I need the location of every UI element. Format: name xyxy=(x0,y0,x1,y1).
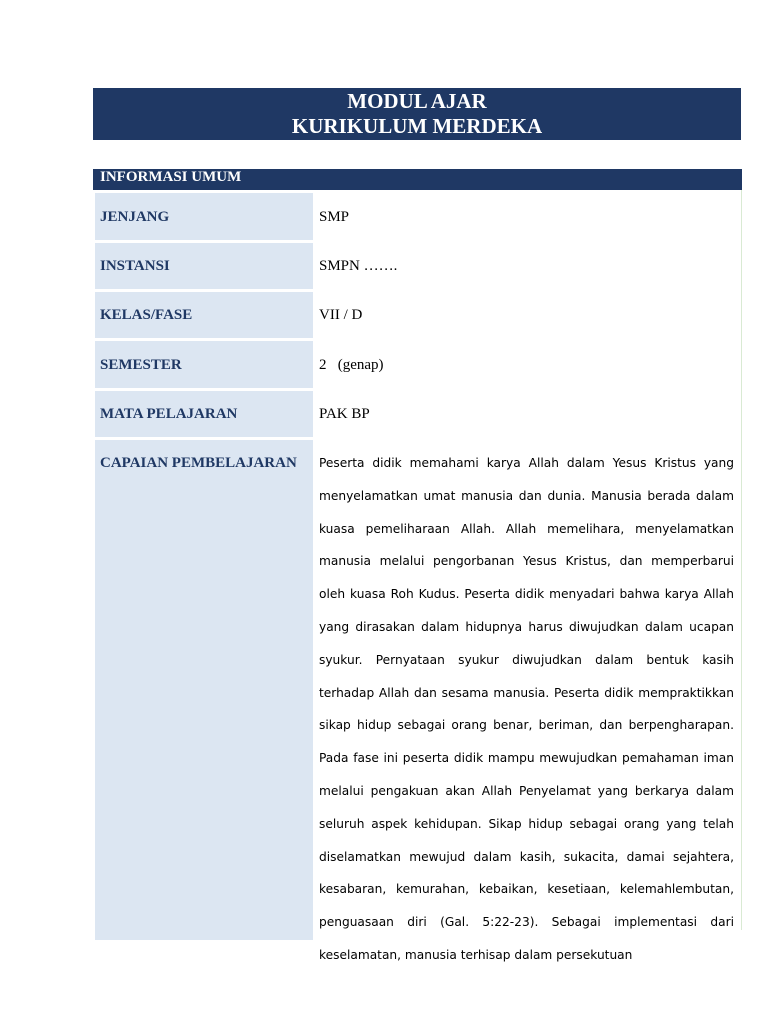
label-cell-instansi xyxy=(95,243,313,289)
capaian-pembelajaran-text: Peserta didik memahami karya Allah dalam Yesus Kristus yang menyelamatkan umat manusia dan dunia. Manusia berada dalam kuasa pemeliharaan Allah. Allah memelihara, menyelamatkan manusia melalui pengorbanan Yesus Kristus, dan memperbarui oleh kuasa Roh Kudus. Peserta didik menyadari bahwa karya Allah yang dirasakan dalam hidupnya harus diwujudkan dalam ucapan syukur. Pernyataan syukur diwujudkan dalam bentuk kasih terhadap Allah dan sesama manusia. Peserta didik mempraktikkan sikap hidup sebagai orang benar, beriman, dan berpengharapan. Pada fase ini peserta didik mampu mewujudkan pemahaman iman melalui pengakuan akan Allah Penyelamat yang berkarya dalam seluruh aspek kehidupan. Sikap hidup sebagai orang yang telah diselamatkan mewujud dalam kasih, sukacita, damai sejahtera, kesabaran, kemurahan, kebaikan, kesetiaan, kelemahlembutan, penguasaan diri (Gal. 5:22-23). Sebagai implementasi dari keselamatan, manusia terhisap dalam persekutuan xyxy=(319,456,734,962)
row-label: MATA PELAJARAN xyxy=(100,406,238,422)
row-value-kelas-fase: VII / D xyxy=(319,307,363,323)
row-value-semester: 2 (genap) xyxy=(319,357,384,373)
row-label: INSTANSI xyxy=(100,258,170,274)
row-label: SEMESTER xyxy=(100,357,182,373)
title-line-2: KURIKULUM MERDEKA xyxy=(291,114,543,138)
info-table xyxy=(93,190,742,962)
label-cell-jenjang xyxy=(95,193,313,240)
row-value-jenjang: SMP xyxy=(319,209,350,225)
table-right-border xyxy=(741,190,742,930)
label-cell-mata-pelajaran xyxy=(95,391,313,437)
section-header-informasi-umum: INFORMASI UMUM xyxy=(93,169,742,190)
row-label: JENJANG xyxy=(100,209,170,225)
label-cell-semester xyxy=(95,341,313,388)
label-cell-kelas-fase xyxy=(95,292,313,338)
title-line-1: MODUL AJAR xyxy=(347,89,487,113)
label-cell-capaian-pembelajaran xyxy=(95,440,313,940)
row-value-mata-pelajaran: PAK BP xyxy=(319,406,370,422)
document-title-banner xyxy=(93,88,741,140)
row-value-instansi: SMPN ……. xyxy=(319,258,398,274)
capaian-label: CAPAIAN PEMBELAJARAN xyxy=(100,455,297,471)
row-label: KELAS/FASE xyxy=(100,307,193,323)
